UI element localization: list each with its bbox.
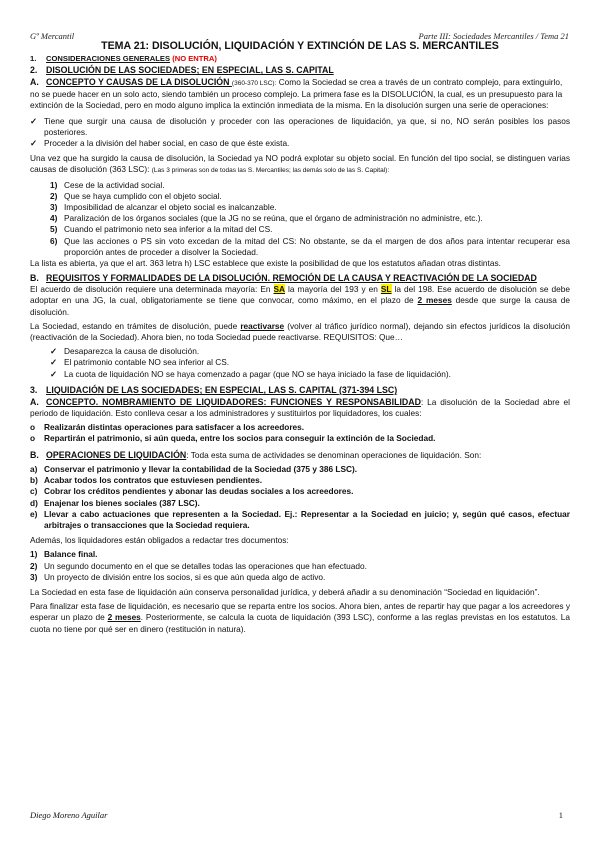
list-letter: b) — [30, 475, 38, 486]
section-2-title: DISOLUCIÓN DE LAS SOCIEDADES; EN ESPECIAL, LAS S. CAPITAL — [46, 65, 334, 75]
list-number: 3) — [50, 202, 58, 213]
list-number: 3) — [30, 571, 38, 582]
list-text: Que las acciones o PS sin voto excedan de la mitad del CS: No obstante, se da el margen de dos años para intentar recuperar esa proporción antes de proceder a disolver la Sociedad. — [64, 235, 570, 257]
document-page — [30, 40, 570, 638]
list-number: 4) — [50, 213, 58, 224]
subsection-2b-letter: B. — [30, 273, 39, 284]
subsection-2b-heading — [30, 272, 570, 284]
footer-author: Diego Moreno Aguilar — [30, 810, 108, 820]
list-letter: c) — [30, 486, 38, 497]
subsection-2a-heading — [30, 77, 232, 87]
paragraph-reactivacion: La Sociedad, estando en trámites de disolución, puede reactivarse (volver al tráfico jurídico normal), dejando sin efectos jurídicos la disolución (reactivación de la Sociedad). Ahora bien, no toda Sociedad puede reactivarse. REQUISITOS: Que… — [30, 320, 570, 343]
check-item — [30, 357, 570, 368]
check-text: Desaparezca la causa de disolución. — [64, 346, 200, 357]
check-item — [30, 346, 570, 357]
list-text: Un proyecto de división entre los socios, si es que aún queda algo de activo. — [44, 571, 326, 582]
subsection-2b-title: REQUISITOS Y FORMALIDADES DE LA DISOLUCIÓN. REMOCIÓN DE LA CAUSA Y REACTIVACIÓN DE LA SOCIEDAD — [46, 273, 537, 284]
subsection-2a-title: CONCEPTO Y CAUSAS DE LA DISOLUCIÓN — [46, 77, 230, 87]
list-text: Acabar todos los contratos que estuviesen pendientes. — [44, 475, 263, 486]
plazo-2-meses: 2 meses — [417, 295, 452, 306]
paragraph-operaciones — [30, 449, 570, 461]
section-1-title: CONSIDERACIONES GENERALES — [46, 54, 171, 63]
subsection-3a-heading — [30, 397, 421, 407]
section-1-number: 1. — [30, 54, 37, 63]
list-item — [30, 236, 570, 258]
section-3-title: LIQUIDACIÓN DE LAS SOCIEDADES; EN ESPECIAL, LAS S. CAPITAL — [46, 384, 337, 395]
list-item — [30, 572, 570, 583]
paragraph-causas-text: Una vez que ha surgido la causa de disolución, la Sociedad ya NO podrá explotar su objeto social. En función del tipo social, se distinguen varias causas de disolución (363 LSC): — [30, 153, 570, 175]
section-1 — [30, 53, 570, 64]
list-text: Enajenar los bienes sociales (387 LSC). — [44, 497, 200, 508]
plazo-2-meses: 2 meses — [107, 612, 141, 623]
list-item — [30, 509, 570, 531]
bullet-item — [30, 422, 570, 433]
header-subject: Gº Mercantil — [30, 31, 75, 41]
highlight-sl: SL — [380, 284, 392, 295]
list-number: 5) — [50, 224, 58, 235]
check-item — [30, 138, 570, 149]
highlight-sa: SA — [273, 284, 286, 295]
section-3-ref: (371-394 LSC) — [338, 384, 398, 395]
subsection-3b-heading — [30, 450, 186, 460]
check-icon: ✓ — [50, 357, 57, 368]
list-item — [30, 202, 570, 213]
paragraph-causas — [30, 153, 570, 176]
list-text: Cobrar los créditos pendientes y abonar las deudas sociales a los acreedores. — [44, 486, 354, 497]
list-text: Cuando el patrimonio neto sea inferior a la mitad del CS. — [64, 224, 273, 235]
paragraph-concepto-liquidacion — [30, 396, 570, 419]
term-reactivarse: reactivarse — [240, 320, 285, 331]
paragraph-cuota: Para finalizar esta fase de liquidación, es necesario que se reparta entre los socios. Ahora bien, antes de repartir hay que pagar a los acreedores y esperar un plazo de 2 meses. Posteriormente, se calcula la cuota de liquidación (393 LSC), conforme a las reglas previstas en los estatutos. La cuota no tiene por qué ser en dinero (restitución in natura). — [30, 601, 570, 634]
subsection-3b-title: OPERACIONES DE LIQUIDACIÓN — [46, 449, 187, 460]
list-number: 1) — [50, 179, 58, 190]
check-icon: ✓ — [50, 346, 57, 357]
list-item — [30, 180, 570, 191]
subsection-3a-letter: A. — [30, 396, 39, 407]
check-text: Tiene que surgir una causa de disolución y proceder con las operaciones de liquidación, ya que, si no, NO serán posibles los pasos posteriores. — [44, 115, 570, 137]
check-icon: ✓ — [50, 368, 57, 379]
check-item — [30, 116, 570, 138]
section-2-number: 2. — [30, 65, 38, 75]
bullet-text: Realizarán distintas operaciones para satisfacer a los acreedores. — [44, 422, 305, 433]
subsection-3b-letter: B. — [30, 449, 39, 460]
list-text: Que se haya cumplido con el objeto social. — [64, 190, 222, 201]
section-2-heading — [30, 64, 570, 76]
circle-bullet-icon: o — [30, 422, 36, 433]
bullet-text: Repartirán el patrimonio, si aún queda, entre los socios para conseguir la extinción de la Sociedad. — [44, 433, 436, 444]
subsection-2a-ref: (360-370 LSC): — [231, 80, 277, 87]
list-item — [30, 561, 570, 572]
list-item — [30, 464, 570, 475]
list-letter: a) — [30, 463, 38, 474]
list-letter: d) — [30, 497, 38, 508]
list-number: 1) — [30, 549, 38, 560]
list-letter: e) — [30, 508, 38, 519]
paragraph-disolucion-text: Como la Sociedad se crea a través de un contrato complejo, para extinguirlo, no se puede hacer en un solo acto, siendo también un proceso complejo. La primera fase es la DISOLUCIÓN, la cual, es un presupuesto para la extinción de la Sociedad, pero en modo alguno implica la extinción inmediata de la misma. En la disolución surgen una serie de operaciones: — [30, 77, 563, 111]
list-text: Un segundo documento en el que se detalles todas las operaciones que han efectuado. — [44, 560, 367, 571]
subsection-3a-text: : La disolución de la Sociedad abre el periodo de liquidación. Esto conlleva cesar a los administradores y sustituirlos por liquidadores, los cuales: — [30, 396, 570, 419]
list-number: 2) — [30, 560, 38, 571]
paragraph-documentos: Además, los liquidadores están obligados a redactar tres documentos: — [30, 535, 289, 546]
list-item — [30, 549, 570, 560]
check-text: La cuota de liquidación NO se haya comenzado a pagar (que NO se haya iniciado la fase de liquidación). — [64, 368, 451, 379]
paragraph-acuerdo: El acuerdo de disolución requiere una determinada mayoría: En SA la mayoría del 193 y en SL la del 198. Ese acuerdo de disolución se debe adoptar en una JG, la cual, obligatoriamente se tiene que convocar, como máximo, en el plazo de 2 meses desde que surge la causa de disolución. — [30, 284, 570, 317]
check-icon: ✓ — [30, 115, 37, 126]
list-item — [30, 224, 570, 235]
list-text: Imposibilidad de alcanzar el objeto social es inalcanzable. — [64, 202, 277, 213]
list-number: 6) — [50, 235, 58, 246]
check-text: El patrimonio contable NO sea inferior al CS. — [64, 357, 230, 368]
list-text: Llevar a cabo actuaciones que representen a la Sociedad. Ej.: Representar a la Sociedad en juicio; y, según qué casos, efectuar arbitrajes o transacciones que la Sociedad requiera. — [44, 508, 570, 530]
list-item — [30, 213, 570, 224]
list-item — [30, 498, 570, 509]
check-item — [30, 369, 570, 380]
circle-bullet-icon: o — [30, 433, 36, 444]
list-text: Balance final. — [44, 549, 98, 560]
subsection-2a-letter: A. — [30, 77, 39, 87]
page-title: TEMA 21: DISOLUCIÓN, LIQUIDACIÓN Y EXTINCIÓN DE LAS S. MERCANTILES — [101, 40, 499, 52]
list-text: Conservar el patrimonio y llevar la contabilidad de la Sociedad (375 y 386 LSC). — [44, 463, 358, 474]
list-text: Cese de la actividad social. — [64, 179, 165, 190]
header-part: Parte III: Sociedades Mercantiles / Tema 21 — [418, 31, 569, 41]
list-item — [30, 486, 570, 497]
list-item — [30, 475, 570, 486]
section-3-heading — [30, 384, 570, 396]
subsection-3b-text: : Toda esta suma de actividades se denominan operaciones de liquidación. Son: — [186, 449, 482, 460]
subsection-3a-title: CONCEPTO. NOMBRAMIENTO DE LIQUIDADORES: FUNCIONES Y RESPONSABILIDAD — [46, 396, 421, 407]
list-number: 2) — [50, 190, 58, 201]
paragraph-causas-note: (Las 3 primeras son de todas las S. Mercantiles; las demás solo de las S. Capital): — [151, 167, 390, 175]
section-3-number: 3. — [30, 384, 38, 395]
list-text: Paralización de los órganos sociales (que la JG no se reúna, que el órgano de administración no administre, etc.). — [64, 213, 483, 224]
check-text: Proceder a la división del haber social, en caso de que éste exista. — [44, 138, 290, 149]
paragraph-lista-abierta: La lista es abierta, ya que el art. 363 letra h) LSC establece que existe la posibilidad de que los estatutos añadan otras distintas. — [30, 258, 501, 269]
section-1-note: (NO ENTRA) — [172, 54, 217, 63]
bullet-item — [30, 433, 570, 444]
list-item — [30, 191, 570, 202]
paragraph-personalidad: La Sociedad en esta fase de liquidación aún conserva personalidad jurídica, y deberá añadir a su denominación “Sociedad en liquidación”. — [30, 586, 540, 597]
footer-page-number: 1 — [558, 810, 563, 820]
check-icon: ✓ — [30, 138, 37, 149]
